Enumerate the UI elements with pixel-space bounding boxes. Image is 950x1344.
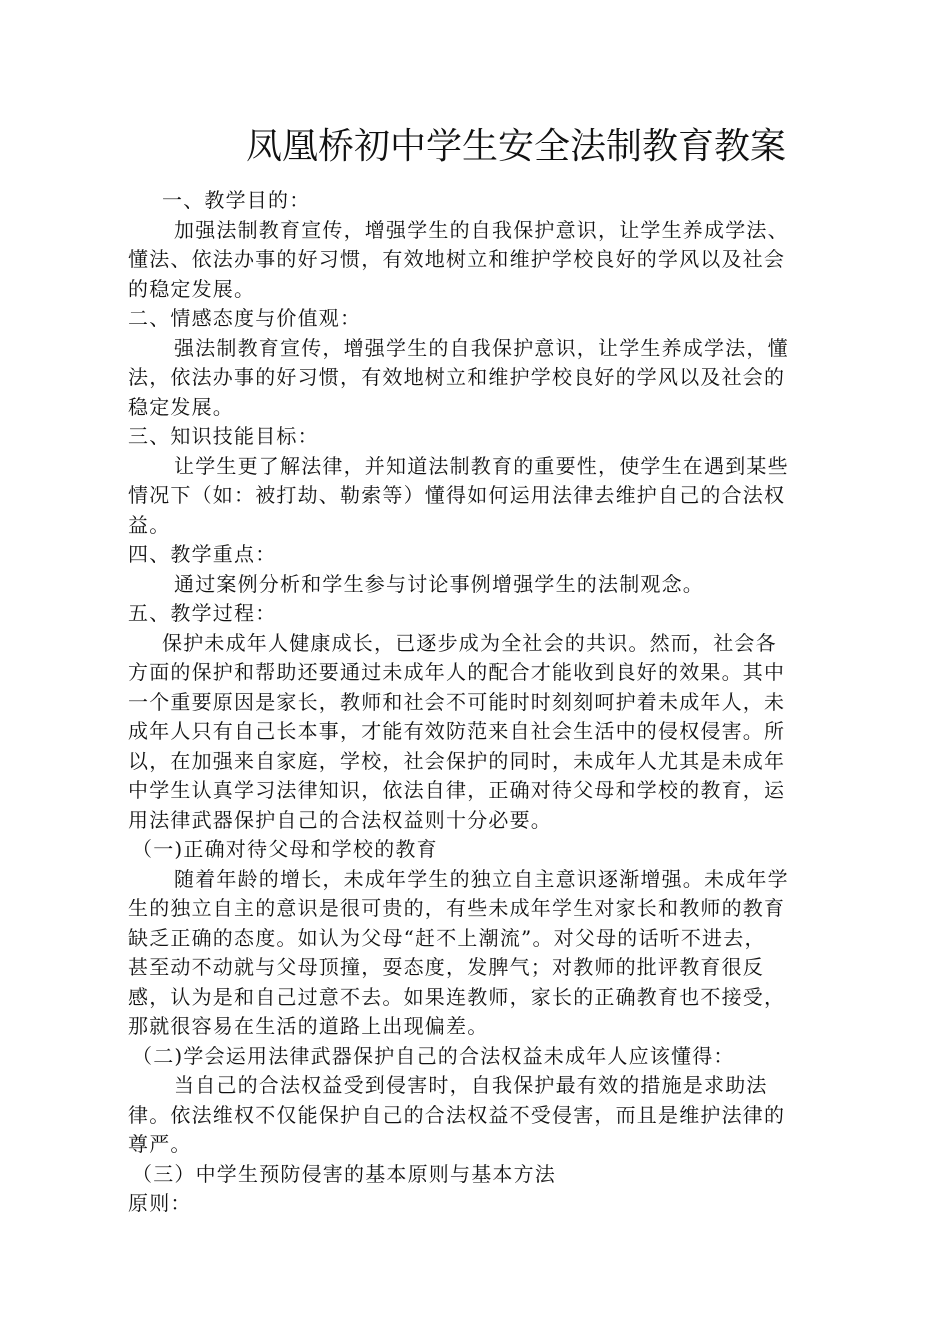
paragraph-line: 益。 [128,512,171,537]
paragraph-line: 原则： [128,1191,192,1215]
heading-teaching-process: 五、教学过程： [128,601,277,625]
document-title: 凤凰桥初中学生安全法制教育教案 [246,126,787,167]
paragraph-line: 当自己的合法权益受到侵害时，自我保护最有效的措施是求助法 [174,1073,768,1097]
heading-knowledge-skills: 三、知识技能目标： [128,424,319,448]
subheading-2: （二)学会运用法律武器保护自己的合法权益未成年人应该懂得： [132,1043,735,1068]
paragraph-line: 的稳定发展。 [128,276,256,301]
paragraph-line: 法，依法办事的好习惯，有效地树立和维护学校良好的学风以及社会的 [128,365,786,389]
paragraph-line: 让学生更了解法律，并知道法制教育的重要性，使学生在遇到某些 [174,453,789,478]
heading-teaching-purpose: 一、教学目的： [162,188,311,212]
paragraph-line: 懂法、依法办事的好习惯，有效地树立和维护学校良好的学风以及社会 [128,247,786,271]
paragraph-line: 尊严。 [128,1132,192,1156]
subheading-3: （三）中学生预防侵害的基本原则与基本方法 [132,1161,556,1186]
paragraph-line: 生的独立自主的意识是很可贵的，有些未成年学生对家长和教师的教育 [128,896,786,920]
paragraph-line: 感，认为是和自己过意不去。如果连教师，家长的正确教育也不接受， [128,984,786,1009]
paragraph-line: 通过案例分析和学生参与讨论事例增强学生的法制观念。 [174,571,704,596]
heading-attitude-values: 二、情感态度与价值观： [128,306,362,330]
document-body [128,186,828,1219]
paragraph-line: 加强法制教育宣传，增强学生的自我保护意识，让学生养成学法、 [174,217,789,242]
heading-teaching-focus: 四、教学重点： [128,542,277,566]
paragraph-line: 中学生认真学习法律知识，依法自律，正确对待父母和学校的教育，运 [128,778,786,802]
paragraph-line: 成年人只有自己长本事，才能有效防范来自社会生活中的侵权侵害。所 [128,719,786,743]
paragraph-line: 强法制教育宣传，增强学生的自我保护意识，让学生养成学法，懂 [174,335,789,360]
subheading-1: （一)正确对待父母和学校的教育 [132,837,438,861]
paragraph-line: 缺乏正确的态度。如认为父母“赶不上潮流”。对父母的话听不进去， [128,925,766,950]
paragraph-line: 那就很容易在生活的道路上出现偏差。 [128,1014,489,1038]
paragraph-line: 用法律武器保护自己的合法权益则十分必要。 [128,807,552,832]
paragraph-line: 稳定发展。 [128,394,234,419]
paragraph-line: 情况下（如：被打劫、勒索等）懂得如何运用法律去维护自己的合法权 [128,483,786,507]
paragraph-line: 保护未成年人健康成长，已逐步成为全社会的共识。然而，社会各 [162,630,777,655]
paragraph-line: 随着年龄的增长，未成年学生的独立自主意识逐渐增强。未成年学 [174,866,789,891]
paragraph-line: 以，在加强来自家庭，学校，社会保护的同时，未成年人尤其是未成年 [128,748,786,773]
paragraph-line: 一个重要原因是家长，教师和社会不可能时时刻刻呵护着未成年人，未 [128,689,786,714]
paragraph-line: 甚至动不动就与父母顶撞，耍态度，发脾气；对教师的批评教育很反 [128,955,764,979]
paragraph-line: 律。依法维权不仅能保护自己的合法权益不受侵害，而且是维护法律的 [128,1102,786,1127]
paragraph-line: 方面的保护和帮助还要通过未成年人的配合才能收到良好的效果。其中 [128,660,786,684]
